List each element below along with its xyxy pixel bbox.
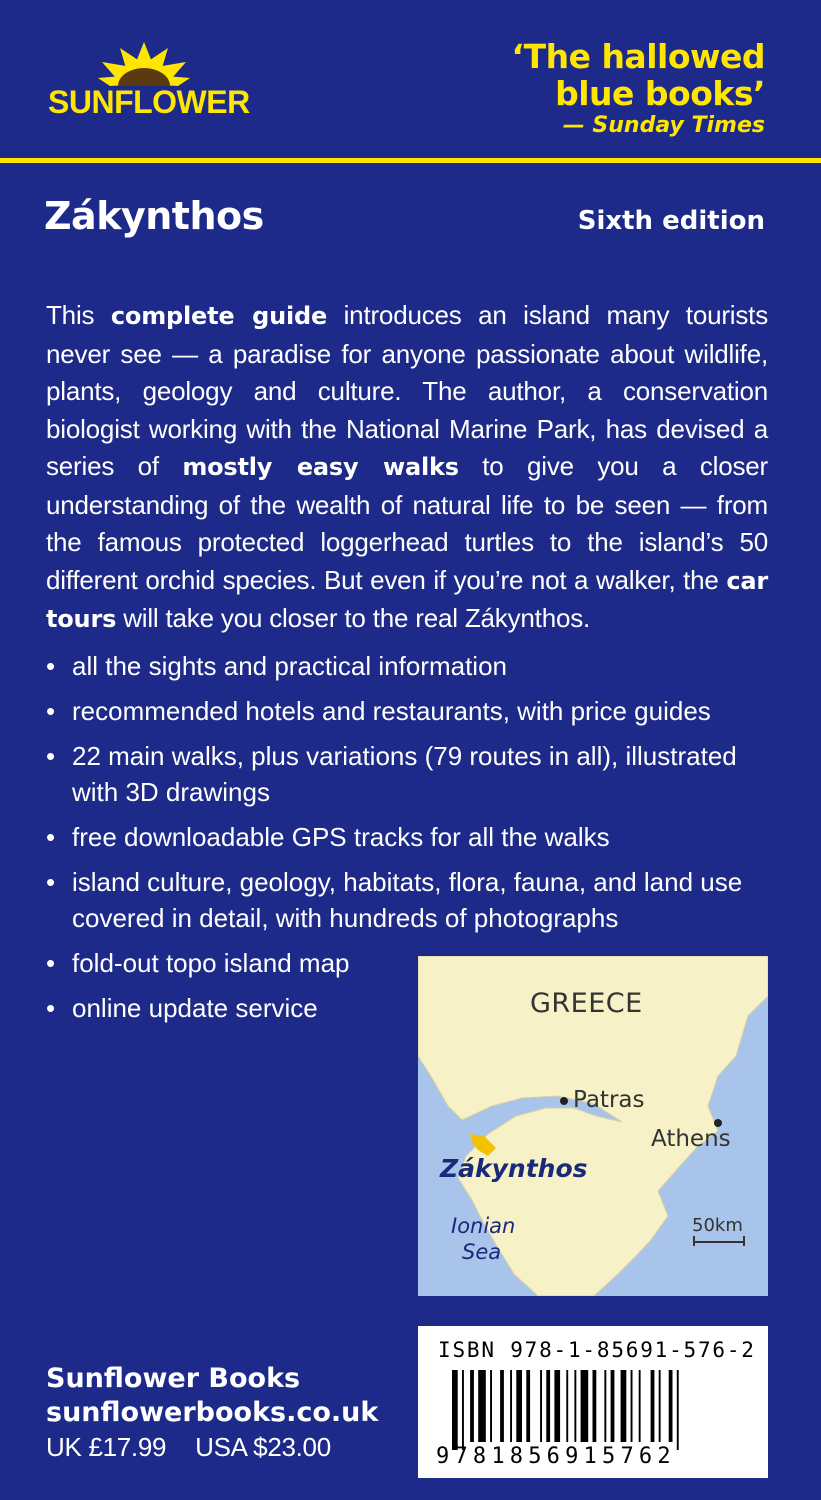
book-title: Zákynthos — [44, 194, 264, 238]
ean-digits: 9781856915762 — [436, 1444, 676, 1469]
quote-line: ‘The hallowed — [511, 37, 765, 76]
barcode-bar — [604, 1370, 606, 1442]
barcode-bar — [478, 1370, 486, 1442]
intro-bold: mostly easy walks — [182, 453, 459, 481]
intro-text: introduces an island many tourists never see — a paradise for anyone passionate about wildlife, plants, geology and culture. The author, a conservation biologist working with the National Marine Park, has devised a series of — [46, 300, 768, 481]
cover-header — [0, 0, 821, 160]
intro-bold: car tours — [46, 566, 768, 633]
quote-source: — Sunday Times — [562, 113, 765, 138]
barcode-bar — [574, 1370, 576, 1442]
sunflower-logo — [44, 38, 250, 128]
barcode-bar — [677, 1370, 679, 1450]
city-dot-patras — [560, 1097, 568, 1105]
locator-map — [418, 956, 768, 1296]
feature-item: • fold-out topo island map — [46, 945, 776, 981]
feature-item: • island culture, geology, habitats, flora, fauna, and land use covered in detail, with hundreds of photographs — [46, 864, 776, 936]
barcode-bar — [593, 1370, 597, 1442]
barcode-bar — [546, 1370, 550, 1442]
header-divider — [0, 158, 821, 163]
map-label-city: Athens — [651, 1126, 731, 1152]
feature-item: • recommended hotels and restaurants, with price guides — [46, 693, 776, 729]
barcode-bar — [500, 1370, 504, 1442]
map-label-island: Zákynthos — [440, 1154, 588, 1183]
feature-item: • online update service — [46, 990, 776, 1026]
barcode-bar — [554, 1370, 560, 1442]
intro-paragraph — [46, 297, 768, 639]
price-uk: UK £17.99 — [46, 1432, 167, 1462]
intro-text: This — [46, 300, 111, 330]
barcode-bar — [631, 1370, 633, 1442]
barcode-bar — [510, 1370, 512, 1442]
barcode-bar — [526, 1370, 530, 1442]
barcode-bar — [581, 1370, 589, 1442]
intro-text: to give you a closer understanding of the wealth of natural life to be seen — from the famous protected loggerhead turtles to the island’s 50 different orchid species. But even if you’re not a walker, the — [46, 451, 768, 595]
barcode-bar — [669, 1370, 673, 1442]
feature-item: • all the sights and practical information — [46, 648, 776, 684]
publisher-website: sunflowerbooks.co.uk — [46, 1397, 379, 1428]
sunflower-icon — [96, 38, 192, 88]
map-label-country: GREECE — [530, 988, 643, 1019]
map-label-city: Patras — [573, 1087, 645, 1113]
map-scale-label: 50km — [692, 1215, 743, 1236]
barcode-bar — [659, 1370, 661, 1442]
barcode-bar — [540, 1370, 542, 1442]
intro-text: will take you closer to the real Zákynthos. — [116, 603, 591, 633]
brand-name: SUNFLOWER — [48, 84, 250, 120]
feature-item: • free downloadable GPS tracks for all the walks — [46, 819, 776, 855]
feature-item: • 22 main walks, plus variations (79 routes in all), illustrated with 3D drawings — [46, 738, 776, 810]
barcode-bar — [462, 1370, 464, 1450]
barcode-bar — [452, 1370, 458, 1450]
map-label-sea: Ionian — [451, 1214, 516, 1238]
review-quote — [512, 38, 765, 140]
barcode-bar — [516, 1370, 522, 1442]
edition-label: Sixth edition — [577, 206, 765, 236]
map-label-sea: Sea — [462, 1240, 502, 1264]
isbn-number: ISBN 978-1-85691-576-2 — [438, 1338, 756, 1362]
barcode-bar — [490, 1370, 492, 1442]
barcode-bar — [566, 1370, 568, 1442]
publisher-info — [46, 1362, 378, 1430]
barcode-bar — [470, 1370, 474, 1442]
quote-line: blue books’ — [555, 74, 765, 113]
price-line — [46, 1432, 331, 1463]
barcode-bar — [639, 1370, 641, 1442]
barcode-bar — [621, 1370, 627, 1442]
intro-bold: complete guide — [110, 302, 328, 330]
price-usa: USA $23.00 — [195, 1432, 331, 1462]
barcode-bar — [611, 1370, 615, 1442]
publisher-name: Sunflower Books — [46, 1363, 301, 1394]
isbn-barcode — [418, 1326, 768, 1478]
barcode-bar — [651, 1370, 655, 1442]
